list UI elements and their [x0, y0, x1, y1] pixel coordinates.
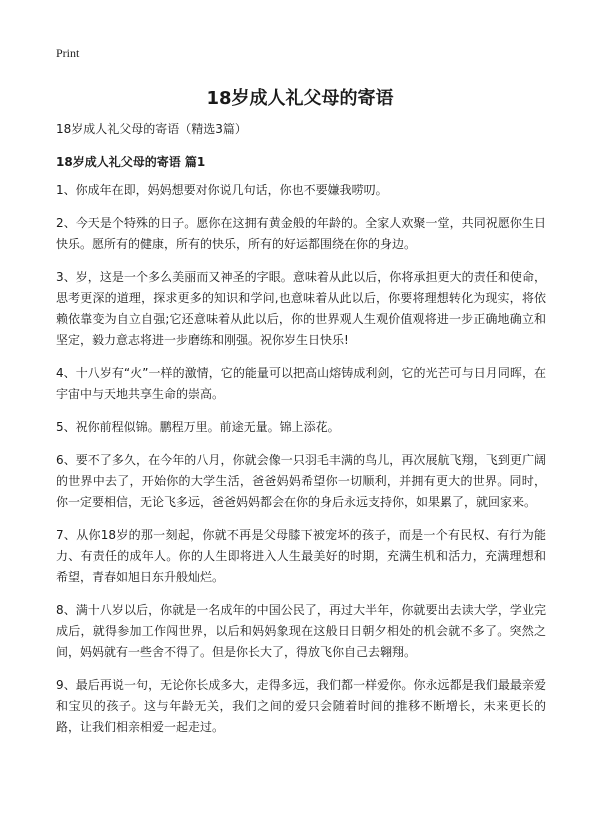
paragraph-1: 1、你成年在即，妈妈想要对你说几句话，你也不要嫌我唠叨。 [56, 183, 388, 197]
paragraph-2: 2、今天是个特殊的日子。愿你在这拥有黄金般的年龄的。全家人欢聚一堂，共同祝愿你生日快乐。愿所有的健康，所有的快乐，所有的好运都围绕在你的身边。 [56, 216, 546, 251]
article-subtitle: 18岁成人礼父母的寄语（精选3篇） [56, 122, 247, 136]
paragraph-4: 4、十八岁有“火”一样的激情，它的能量可以把高山熔铸成利剑，它的光芒可与日月同晖，在宇宙中与天地共享生命的崇高。 [56, 366, 546, 401]
paragraph-7: 7、从你18岁的那一刻起，你就不再是父母膝下被宠坏的孩子，而是一个有民权、有行为能力、有责任的成年人。你的人生即将进入人生最美好的时期，充满生机和活力，充满理想和希望，青春如旭日东升般灿烂。 [56, 528, 546, 584]
paragraph-9: 9、最后再说一句，无论你长成多大，走得多远，我们都一样爱你。你永远都是我们最最亲爱和宝贝的孩子。这与年龄无关，我们之间的爱只会随着时间的推移不断增长，未来更长的路，让我们相亲相爱一起走过。 [56, 678, 546, 734]
paragraph-5: 5、祝你前程似锦。鹏程万里。前途无量。锦上添花。 [56, 420, 340, 434]
page-title: 18岁成人礼父母的寄语 [206, 88, 394, 109]
print-link[interactable]: Print [56, 46, 80, 60]
section-heading: 18岁成人礼父母的寄语 篇1 [56, 155, 206, 169]
paragraph-6: 6、要不了多久，在今年的八月，你就会像一只羽毛丰满的鸟儿，再次展航飞翔，飞到更广阔的世界中去了，开始你的大学生活，爸爸妈妈希望你一切顺利，并拥有更大的世界。同时，你一定要相信，无论飞多远，爸爸妈妈都会在你的身后永远支持你，如果累了，就回家来。 [56, 453, 546, 509]
article-body [56, 180, 546, 750]
paragraph-3: 3、岁，这是一个多么美丽而又神圣的字眼。意味着从此以后，你将承担更大的责任和使命，思考更深的道理，探求更多的知识和学问,也意味着从此以后，你要将理想转化为现实，将依赖依靠变为自立自强;它还意味着从此以后，你的世界观人生观价值观将进一步正确地确立和坚定，毅力意志将进一步磨练和刚强。祝你岁生日快乐! [56, 270, 546, 347]
paragraph-8: 8、满十八岁以后，你就是一名成年的中国公民了，再过大半年，你就要出去读大学，学业完成后，就得参加工作闯世界，以后和妈妈象现在这般日日朝夕相处的机会就不多了。突然之间，妈妈就有一些舍不得了。但是你长大了，得放飞你自己去翱翔。 [56, 603, 546, 659]
